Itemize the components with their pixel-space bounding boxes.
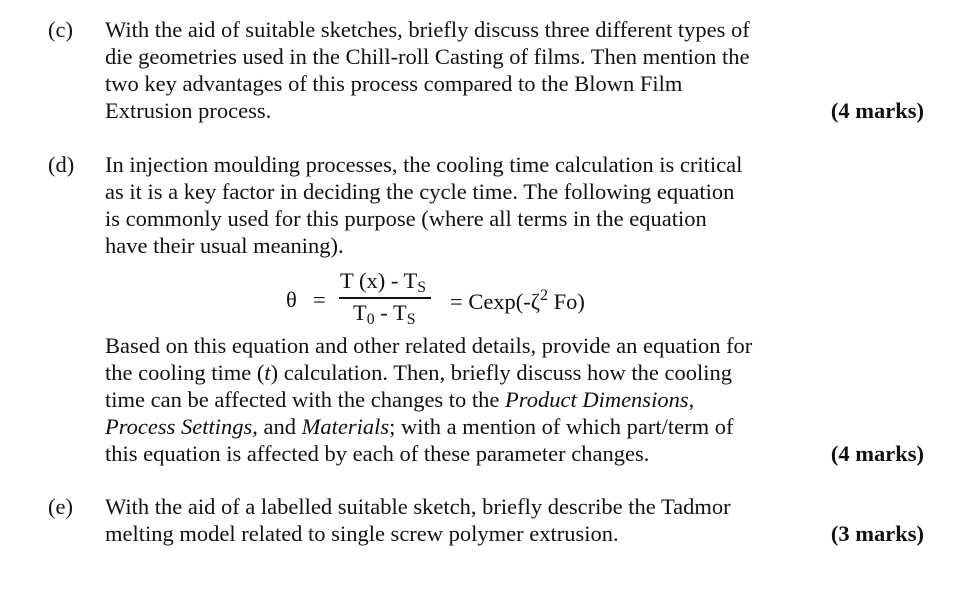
- question-text-line: this equation is affected by each of these parameter changes.: [105, 441, 650, 466]
- question-text-line: With the aid of suitable sketches, briefly discuss three different types of: [105, 17, 750, 42]
- equation-denominator: $T_0 - T_S$: [353, 300, 416, 328]
- question-label: (e): [48, 494, 73, 519]
- question-label: (d): [48, 152, 75, 177]
- question-text-line: melting model related to single screw polymer extrusion.: [105, 521, 619, 546]
- question-text-line: is commonly used for this purpose (where all terms in the equation: [105, 206, 707, 231]
- question-label: (c): [48, 17, 73, 42]
- question-text-line: as it is a key factor in deciding the cycle time. The following equation: [105, 179, 735, 204]
- fraction-bar: [339, 297, 431, 299]
- equation-numerator: T $(x) - T_S$: [340, 268, 427, 296]
- question-text-line: die geometries used in the Chill-roll Casting of films. Then mention the: [105, 44, 750, 69]
- question-text-line: Based on this equation and other related details, provide an equation for: [105, 333, 753, 358]
- equation-theta: θ: [286, 287, 297, 312]
- marks-label: (3 marks): [830, 521, 924, 546]
- question-text-line: In injection moulding processes, the cooling time calculation is critical: [105, 152, 743, 177]
- question-text-line: two key advantages of this process compared to the Blown Film: [105, 71, 683, 96]
- question-text-line: Process Settings, and Materials; with a mention of which part/term of: [105, 414, 734, 439]
- question-text-line: Extrusion process.: [105, 98, 272, 123]
- marks-label: (4 marks): [830, 98, 924, 123]
- question-text-line: With the aid of a labelled suitable sketch, briefly describe the Tadmor: [105, 494, 731, 519]
- question-text-line: time can be affected with the changes to the Product Dimensions,: [105, 387, 695, 412]
- question-text-line: the cooling time (t) calculation. Then, briefly discuss how the cooling: [105, 360, 732, 385]
- equation-equals: =: [313, 287, 326, 312]
- marks-label: (4 marks): [830, 441, 924, 466]
- equation-rhs: = $Cexp(-\zeta^2$ Fo): [450, 287, 585, 314]
- question-text-line: have their usual meaning).: [105, 233, 344, 258]
